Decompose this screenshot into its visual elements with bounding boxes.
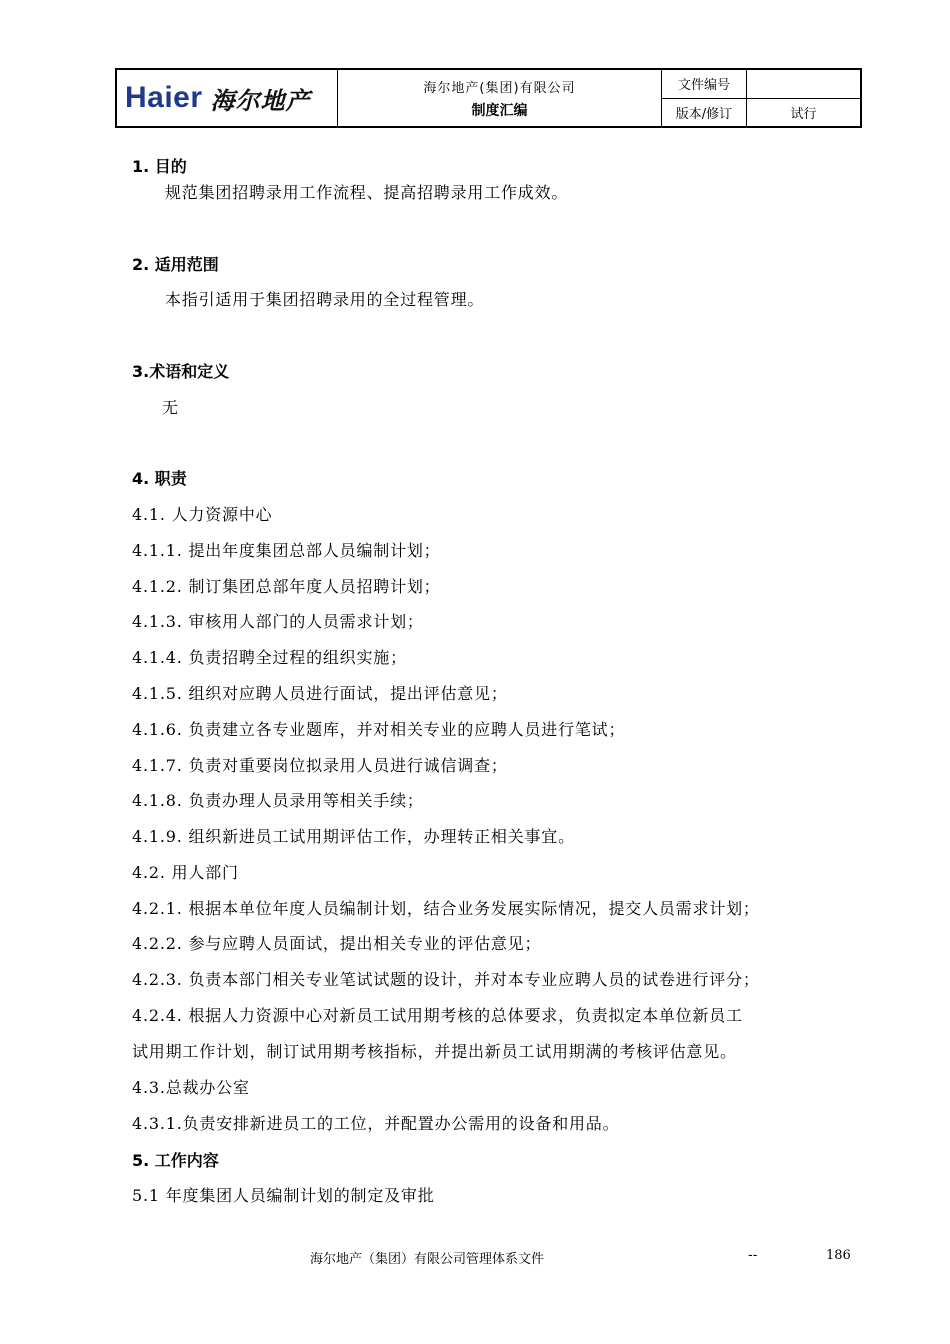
item-4-1-8: 4.1.8. 负责办理人员录用等相关手续； [132,791,424,810]
company-name: 海尔地产(集团)有限公司 [423,80,576,96]
section-2-text: 本指引适用于集团招聘录用的全过程管理。 [165,290,485,309]
item-4-1-3: 4.1.3. 审核用人部门的人员需求计划； [132,612,424,631]
section-4-heading: 4. 职责 [132,469,187,488]
page-number: 186 [826,1248,851,1263]
item-4-1-4: 4.1.4. 负责招聘全过程的组织实施； [132,648,407,667]
document-header-table [115,68,862,128]
item-4-1-5: 4.1.5. 组织对应聘人员进行面试，提出评估意见； [132,684,508,703]
item-5-1: 5.1 年度集团人员编制计划的制定及审批 [132,1186,435,1205]
logo-chinese: 海尔地产 [210,86,311,115]
item-4-1-2: 4.1.2. 制订集团总部年度人员招聘计划； [132,577,441,596]
item-4-2: 4.2. 用人部门 [132,863,239,882]
doc-number-label: 文件编号 [662,70,747,98]
item-4-1: 4.1. 人力资源中心 [132,505,273,524]
section-2-heading: 2. 适用范围 [132,255,219,274]
header-title-cell [338,70,662,126]
section-1-heading: 1. 目的 [132,157,187,176]
document-title: 制度汇编 [471,102,528,119]
section-3-heading: 3.术语和定义 [132,362,230,381]
item-4-3-1: 4.3.1.负责安排新进员工的工位，并配置办公需用的设备和用品。 [132,1114,620,1133]
footer-dash: -- [748,1248,758,1263]
section-5-heading: 5. 工作内容 [132,1151,219,1170]
item-4-1-6: 4.1.6. 负责建立各专业题库，并对相关专业的应聘人员进行笔试； [132,720,626,739]
item-4-1-9: 4.1.9. 组织新进员工试用期评估工作，办理转正相关事宜。 [132,827,575,846]
doc-number-row [662,70,860,98]
section-1-text: 规范集团招聘录用工作流程、提高招聘录用工作成效。 [165,183,569,202]
version-label: 版本/修订 [662,99,747,127]
logo-english: Haier [125,81,203,114]
item-4-3: 4.3.总裁办公室 [132,1078,250,1097]
company-logo [117,70,338,126]
item-4-2-1: 4.2.1. 根据本单位年度人员编制计划，结合业务发展实际情况，提交人员需求计划； [132,899,760,918]
item-4-2-2: 4.2.2. 参与应聘人员面试，提出相关专业的评估意见； [132,934,542,953]
item-4-1-1: 4.1.1. 提出年度集团总部人员编制计划； [132,541,441,560]
version-value: 试行 [790,106,817,122]
doc-number-value [747,70,860,98]
version-row [662,98,860,127]
item-4-1-7: 4.1.7. 负责对重要岗位拟录用人员进行诚信调查； [132,756,508,775]
footer-text: 海尔地产（集团）有限公司管理体系文件 [310,1252,545,1267]
section-3-text: 无 [162,398,179,417]
item-4-2-3: 4.2.3. 负责本部门相关专业笔试试题的设计，并对本专业应聘人员的试卷进行评分； [132,970,760,989]
item-4-2-4-line1: 4.2.4. 根据人力资源中心对新员工试用期考核的总体要求，负责拟定本单位新员工 [132,1006,743,1025]
item-4-2-4-line2: 试用期工作计划，制订试用期考核指标，并提出新员工试用期满的考核评估意见。 [132,1042,737,1061]
header-meta [662,70,860,126]
